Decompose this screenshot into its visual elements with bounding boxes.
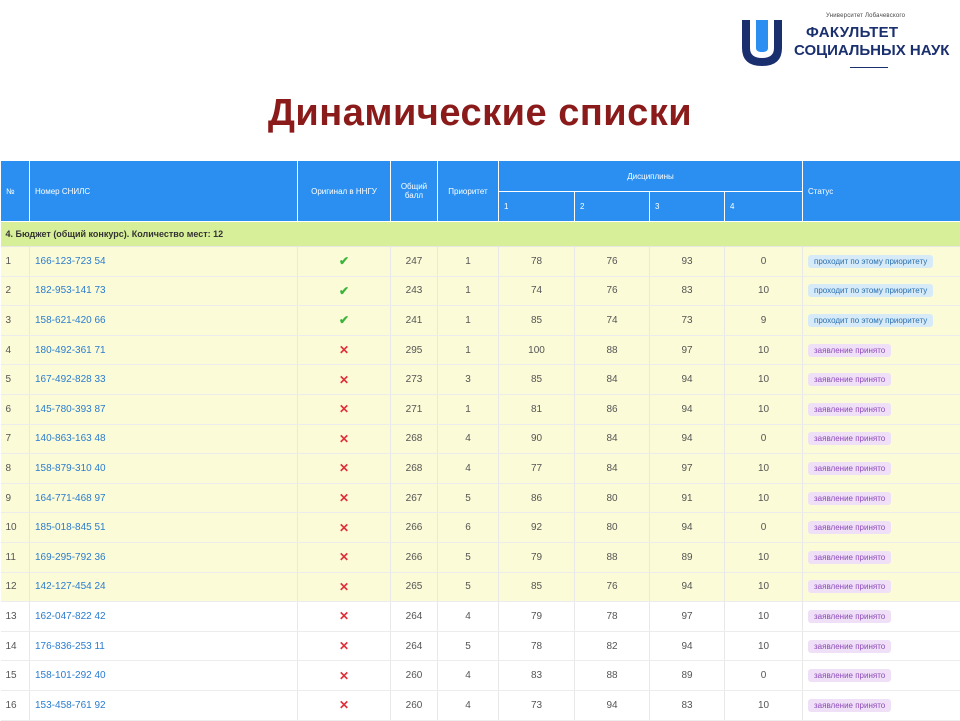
discipline-1-cell: 81 <box>499 394 575 424</box>
snils-cell <box>30 454 298 484</box>
discipline-4-cell: 0 <box>725 513 803 543</box>
status-badge: проходит по этому приоритету <box>808 255 933 268</box>
cross-icon: ✕ <box>339 373 349 387</box>
table-row <box>1 631 960 661</box>
snils-link[interactable]: 153-458-761 92 <box>35 700 106 711</box>
discipline-3-cell: 94 <box>650 513 725 543</box>
priority-cell: 1 <box>438 394 499 424</box>
original-cell <box>298 276 391 306</box>
discipline-4-cell: 0 <box>725 661 803 691</box>
row-number: 4 <box>1 335 30 365</box>
original-cell <box>298 513 391 543</box>
discipline-1-cell: 100 <box>499 335 575 365</box>
cross-icon: ✕ <box>339 639 349 653</box>
discipline-4-cell: 10 <box>725 572 803 602</box>
table-row <box>1 247 960 277</box>
row-number: 7 <box>1 424 30 454</box>
snils-cell <box>30 306 298 336</box>
discipline-2-cell: 76 <box>575 247 650 277</box>
checkmark-icon: ✔ <box>339 254 349 268</box>
discipline-2-cell: 80 <box>575 513 650 543</box>
checkmark-icon: ✔ <box>339 313 349 327</box>
discipline-1-cell: 79 <box>499 602 575 632</box>
table-row <box>1 394 960 424</box>
header-status[interactable]: Статус <box>803 161 960 222</box>
status-badge: заявление принято <box>808 373 891 386</box>
score-cell: 266 <box>391 542 438 572</box>
header-discipline-1[interactable]: 1 <box>499 192 575 222</box>
status-cell <box>803 276 960 306</box>
discipline-3-cell: 94 <box>650 572 725 602</box>
cross-icon: ✕ <box>339 491 349 505</box>
score-cell: 264 <box>391 631 438 661</box>
header-disciplines: Дисциплины <box>499 161 803 192</box>
status-badge: проходит по этому приоритету <box>808 314 933 327</box>
table-row <box>1 483 960 513</box>
status-cell <box>803 335 960 365</box>
section-title: 4. Бюджет (общий конкурс). Количество мест: 12 <box>1 222 960 247</box>
score-cell: 260 <box>391 661 438 691</box>
score-cell: 268 <box>391 454 438 484</box>
status-badge: заявление принято <box>808 580 891 593</box>
row-number: 1 <box>1 247 30 277</box>
faculty-name-line1: ФАКУЛЬТЕТ <box>806 24 898 41</box>
score-cell: 265 <box>391 572 438 602</box>
checkmark-icon: ✔ <box>339 284 349 298</box>
snils-link[interactable]: 140-863-163 48 <box>35 433 106 444</box>
header-priority[interactable]: Приоритет <box>438 161 499 222</box>
discipline-2-cell: 78 <box>575 602 650 632</box>
snils-link[interactable]: 166-123-723 54 <box>35 256 106 267</box>
discipline-4-cell: 10 <box>725 276 803 306</box>
priority-cell: 5 <box>438 572 499 602</box>
discipline-2-cell: 88 <box>575 335 650 365</box>
table-row <box>1 572 960 602</box>
discipline-2-cell: 88 <box>575 542 650 572</box>
priority-cell: 1 <box>438 276 499 306</box>
discipline-4-cell: 10 <box>725 454 803 484</box>
table-row <box>1 690 960 720</box>
cross-icon: ✕ <box>339 402 349 416</box>
snils-link[interactable]: 167-492-828 33 <box>35 374 106 385</box>
table-row <box>1 513 960 543</box>
score-cell: 260 <box>391 690 438 720</box>
priority-cell: 1 <box>438 247 499 277</box>
original-cell <box>298 572 391 602</box>
discipline-3-cell: 89 <box>650 542 725 572</box>
status-cell <box>803 454 960 484</box>
status-badge: заявление принято <box>808 344 891 357</box>
applicants-table <box>0 160 960 721</box>
score-cell: 271 <box>391 394 438 424</box>
priority-cell: 4 <box>438 661 499 691</box>
discipline-4-cell: 10 <box>725 690 803 720</box>
row-number: 2 <box>1 276 30 306</box>
status-badge: заявление принято <box>808 521 891 534</box>
university-name-small: Университет Лобачевского <box>826 13 905 19</box>
discipline-2-cell: 84 <box>575 424 650 454</box>
status-badge: заявление принято <box>808 640 891 653</box>
priority-cell: 5 <box>438 542 499 572</box>
snils-link[interactable]: 182-953-141 73 <box>35 285 106 296</box>
discipline-3-cell: 94 <box>650 365 725 395</box>
discipline-2-cell: 76 <box>575 572 650 602</box>
priority-cell: 6 <box>438 513 499 543</box>
score-cell: 264 <box>391 602 438 632</box>
status-badge: заявление принято <box>808 403 891 416</box>
discipline-1-cell: 79 <box>499 542 575 572</box>
cross-icon: ✕ <box>339 580 349 594</box>
status-cell <box>803 247 960 277</box>
snils-cell <box>30 276 298 306</box>
status-cell <box>803 483 960 513</box>
faculty-name-line2: СОЦИАЛЬНЫХ НАУК <box>794 42 949 59</box>
discipline-3-cell: 97 <box>650 454 725 484</box>
status-cell <box>803 542 960 572</box>
status-cell <box>803 513 960 543</box>
header-discipline-2[interactable]: 2 <box>575 192 650 222</box>
table-row <box>1 454 960 484</box>
discipline-3-cell: 93 <box>650 247 725 277</box>
snils-link[interactable]: 158-621-420 66 <box>35 315 106 326</box>
row-number: 8 <box>1 454 30 484</box>
score-cell: 247 <box>391 247 438 277</box>
table-row <box>1 276 960 306</box>
score-cell: 266 <box>391 513 438 543</box>
score-cell: 243 <box>391 276 438 306</box>
original-cell <box>298 661 391 691</box>
discipline-1-cell: 73 <box>499 690 575 720</box>
faculty-logo <box>740 10 950 80</box>
table-row <box>1 542 960 572</box>
header-discipline-3[interactable]: 3 <box>650 192 725 222</box>
table-row <box>1 424 960 454</box>
snils-cell <box>30 424 298 454</box>
discipline-2-cell: 94 <box>575 690 650 720</box>
priority-cell: 4 <box>438 690 499 720</box>
cross-icon: ✕ <box>339 550 349 564</box>
status-cell <box>803 424 960 454</box>
discipline-3-cell: 83 <box>650 276 725 306</box>
priority-cell: 3 <box>438 365 499 395</box>
row-number: 3 <box>1 306 30 336</box>
discipline-4-cell: 10 <box>725 335 803 365</box>
snils-link[interactable]: 158-101-292 40 <box>35 670 106 681</box>
original-cell <box>298 483 391 513</box>
discipline-2-cell: 84 <box>575 454 650 484</box>
discipline-2-cell: 88 <box>575 661 650 691</box>
priority-cell: 5 <box>438 631 499 661</box>
snils-cell <box>30 572 298 602</box>
status-badge: заявление принято <box>808 432 891 445</box>
status-cell <box>803 631 960 661</box>
original-cell <box>298 690 391 720</box>
row-number: 16 <box>1 690 30 720</box>
snils-cell <box>30 335 298 365</box>
original-cell <box>298 542 391 572</box>
table-row <box>1 661 960 691</box>
cross-icon: ✕ <box>339 461 349 475</box>
discipline-1-cell: 74 <box>499 276 575 306</box>
priority-cell: 4 <box>438 454 499 484</box>
status-cell <box>803 365 960 395</box>
row-number: 10 <box>1 513 30 543</box>
snils-link[interactable]: 185-018-845 51 <box>35 522 106 533</box>
original-cell <box>298 247 391 277</box>
discipline-4-cell: 10 <box>725 631 803 661</box>
status-cell <box>803 306 960 336</box>
snils-cell <box>30 365 298 395</box>
discipline-3-cell: 94 <box>650 631 725 661</box>
discipline-3-cell: 94 <box>650 394 725 424</box>
snils-cell <box>30 483 298 513</box>
discipline-4-cell: 10 <box>725 602 803 632</box>
discipline-4-cell: 9 <box>725 306 803 336</box>
original-cell <box>298 365 391 395</box>
discipline-1-cell: 90 <box>499 424 575 454</box>
discipline-1-cell: 78 <box>499 631 575 661</box>
cross-icon: ✕ <box>339 432 349 446</box>
discipline-2-cell: 86 <box>575 394 650 424</box>
snils-cell <box>30 602 298 632</box>
status-cell <box>803 690 960 720</box>
priority-cell: 4 <box>438 602 499 632</box>
discipline-3-cell: 97 <box>650 602 725 632</box>
discipline-4-cell: 10 <box>725 394 803 424</box>
score-cell: 273 <box>391 365 438 395</box>
priority-cell: 1 <box>438 306 499 336</box>
discipline-1-cell: 92 <box>499 513 575 543</box>
discipline-3-cell: 94 <box>650 424 725 454</box>
discipline-1-cell: 77 <box>499 454 575 484</box>
table-row <box>1 306 960 336</box>
discipline-3-cell: 97 <box>650 335 725 365</box>
header-snils[interactable]: Номер СНИЛС <box>30 161 298 222</box>
snils-cell <box>30 690 298 720</box>
row-number: 9 <box>1 483 30 513</box>
score-cell: 241 <box>391 306 438 336</box>
snils-link[interactable]: 145-780-393 87 <box>35 404 106 415</box>
table-row <box>1 602 960 632</box>
discipline-2-cell: 74 <box>575 306 650 336</box>
discipline-1-cell: 85 <box>499 572 575 602</box>
snils-link[interactable]: 158-879-310 40 <box>35 463 106 474</box>
status-cell <box>803 602 960 632</box>
row-number: 5 <box>1 365 30 395</box>
priority-cell: 5 <box>438 483 499 513</box>
score-cell: 295 <box>391 335 438 365</box>
table-row <box>1 365 960 395</box>
snils-cell <box>30 394 298 424</box>
header-discipline-4[interactable]: 4 <box>725 192 803 222</box>
page-title: Динамические списки <box>0 92 960 135</box>
priority-cell: 1 <box>438 335 499 365</box>
snils-link[interactable]: 162-047-822 42 <box>35 611 106 622</box>
table-row <box>1 335 960 365</box>
status-badge: заявление принято <box>808 462 891 475</box>
cross-icon: ✕ <box>339 698 349 712</box>
snils-link[interactable]: 169-295-792 36 <box>35 552 106 563</box>
original-cell <box>298 335 391 365</box>
discipline-3-cell: 83 <box>650 690 725 720</box>
original-cell <box>298 424 391 454</box>
discipline-4-cell: 10 <box>725 483 803 513</box>
original-cell <box>298 454 391 484</box>
discipline-1-cell: 85 <box>499 365 575 395</box>
discipline-1-cell: 85 <box>499 306 575 336</box>
section-row <box>1 222 960 247</box>
original-cell <box>298 306 391 336</box>
status-badge: проходит по этому приоритету <box>808 284 933 297</box>
header-original[interactable]: Оригинал в ННГУ <box>298 161 391 222</box>
row-number: 15 <box>1 661 30 691</box>
status-badge: заявление принято <box>808 610 891 623</box>
snils-cell <box>30 631 298 661</box>
status-cell <box>803 661 960 691</box>
discipline-2-cell: 84 <box>575 365 650 395</box>
discipline-1-cell: 83 <box>499 661 575 691</box>
snils-cell <box>30 661 298 691</box>
snils-link[interactable]: 164-771-468 97 <box>35 493 106 504</box>
discipline-3-cell: 91 <box>650 483 725 513</box>
status-badge: заявление принято <box>808 699 891 712</box>
original-cell <box>298 631 391 661</box>
status-badge: заявление принято <box>808 551 891 564</box>
discipline-2-cell: 80 <box>575 483 650 513</box>
cross-icon: ✕ <box>339 521 349 535</box>
cross-icon: ✕ <box>339 669 349 683</box>
score-cell: 268 <box>391 424 438 454</box>
row-number: 13 <box>1 602 30 632</box>
discipline-4-cell: 10 <box>725 542 803 572</box>
status-badge: заявление принято <box>808 492 891 505</box>
university-shield-icon <box>740 18 784 68</box>
snils-cell <box>30 247 298 277</box>
discipline-3-cell: 89 <box>650 661 725 691</box>
row-number: 12 <box>1 572 30 602</box>
snils-link[interactable]: 142-127-454 24 <box>35 581 106 592</box>
discipline-2-cell: 82 <box>575 631 650 661</box>
status-badge: заявление принято <box>808 669 891 682</box>
priority-cell: 4 <box>438 424 499 454</box>
score-cell: 267 <box>391 483 438 513</box>
logo-divider <box>850 67 888 68</box>
discipline-4-cell: 10 <box>725 365 803 395</box>
discipline-4-cell: 0 <box>725 424 803 454</box>
snils-cell <box>30 513 298 543</box>
row-number: 6 <box>1 394 30 424</box>
original-cell <box>298 602 391 632</box>
header-score[interactable]: Общий балл <box>391 161 438 222</box>
snils-link[interactable]: 176-836-253 11 <box>35 641 105 652</box>
discipline-1-cell: 86 <box>499 483 575 513</box>
discipline-2-cell: 76 <box>575 276 650 306</box>
snils-cell <box>30 542 298 572</box>
status-cell <box>803 394 960 424</box>
original-cell <box>298 394 391 424</box>
snils-link[interactable]: 180-492-361 71 <box>35 345 106 356</box>
discipline-4-cell: 0 <box>725 247 803 277</box>
discipline-1-cell: 78 <box>499 247 575 277</box>
row-number: 14 <box>1 631 30 661</box>
cross-icon: ✕ <box>339 609 349 623</box>
row-number: 11 <box>1 542 30 572</box>
header-number[interactable]: № <box>1 161 30 222</box>
status-cell <box>803 572 960 602</box>
discipline-3-cell: 73 <box>650 306 725 336</box>
cross-icon: ✕ <box>339 343 349 357</box>
